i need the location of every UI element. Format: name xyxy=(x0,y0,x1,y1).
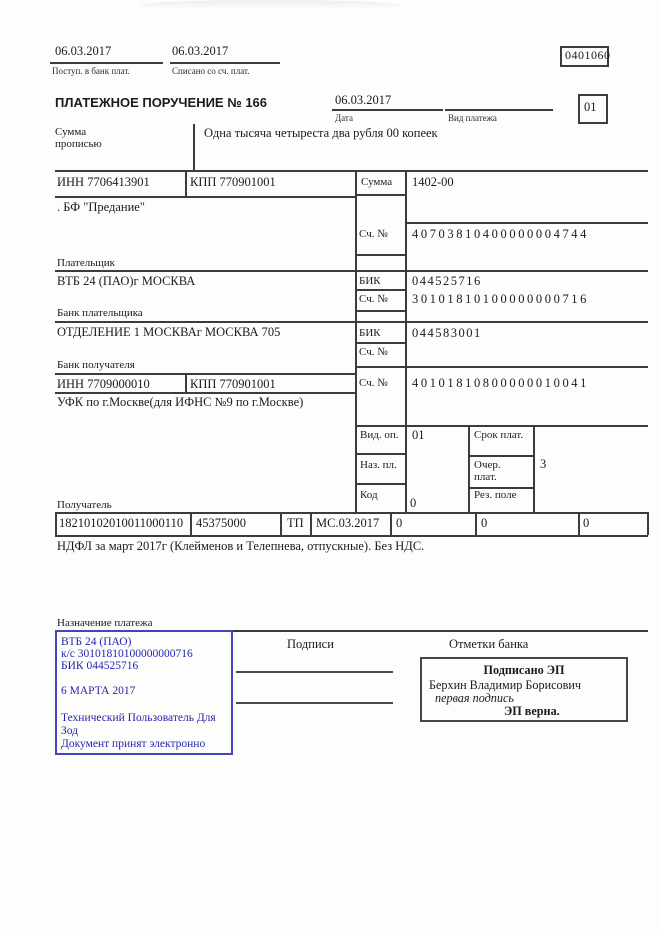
bank-marks-label: Отметки банка xyxy=(449,637,529,651)
line xyxy=(355,425,648,427)
tax-basis-value: ТП xyxy=(287,516,304,530)
esignature-subtitle: первая подпись xyxy=(435,691,514,705)
tax-period-value: МС.03.2017 xyxy=(316,516,380,530)
line xyxy=(533,425,535,512)
line xyxy=(390,512,392,535)
received-label: Поступ. в банк плат. xyxy=(52,66,130,76)
payee-name: УФК по г.Москве(для ИФНС №9 по г.Москве) xyxy=(57,395,304,409)
bank-stamp-line: БИК 044525716 xyxy=(61,660,139,672)
payer-kpp: КПП 770901001 xyxy=(190,175,276,189)
line xyxy=(55,270,648,272)
signature-line xyxy=(236,671,393,673)
payee-bank-name: ОТДЕЛЕНИЕ 1 МОСКВАг МОСКВА 705 xyxy=(57,325,281,339)
payment-kind-label: Вид платежа xyxy=(448,113,497,123)
line xyxy=(647,512,649,535)
payee-bank-account-label: Сч. № xyxy=(359,346,388,358)
kod-label: Код xyxy=(360,489,378,501)
payee-account: 40101810800000010041 xyxy=(412,376,589,390)
payer-bank-account-label: Сч. № xyxy=(359,293,388,305)
tax-type-value: 0 xyxy=(583,516,590,530)
bank-stamp-line: ВТБ 24 (ПАО) xyxy=(61,636,132,648)
form-code-box xyxy=(560,46,609,67)
vid-op-label: Вид. оп. xyxy=(360,429,399,441)
tax-doc-number: 0 xyxy=(396,516,403,530)
purpose-text: НДФЛ за март 2017г (Клейменов и Телепнева, отпускные). Без НДС. xyxy=(57,539,425,553)
payer-bank-name: ВТБ 24 (ПАО)г МОСКВА xyxy=(57,274,196,288)
payment-kind-value: 01 xyxy=(584,100,597,114)
line xyxy=(355,310,406,312)
line xyxy=(185,373,187,392)
line xyxy=(468,455,534,457)
bank-stamp-line: 6 МАРТА 2017 xyxy=(61,685,136,697)
payer-name: . БФ "Предание" xyxy=(57,200,145,214)
payee-bank-bik-label: БИК xyxy=(359,327,381,339)
line xyxy=(280,512,282,535)
line xyxy=(193,124,195,170)
tax-doc-date: 0 xyxy=(481,516,488,530)
line xyxy=(355,483,406,485)
date-label: Дата xyxy=(335,113,353,123)
line xyxy=(355,453,406,455)
line xyxy=(355,194,406,196)
line xyxy=(355,289,406,291)
payer-bank-account: 30101810100000000716 xyxy=(412,292,589,306)
debited-label: Списано со сч. плат. xyxy=(172,66,250,76)
line xyxy=(578,512,580,535)
line xyxy=(50,62,163,64)
signature-line xyxy=(236,702,393,704)
scan-artifact xyxy=(140,0,400,10)
signatures-label: Подписи xyxy=(287,637,334,651)
bank-stamp-line: Технический Пользователь Для xyxy=(61,712,216,724)
bank-stamp-line: к/с 30101810100000000716 xyxy=(61,648,193,660)
line xyxy=(190,512,192,535)
line xyxy=(445,109,553,111)
payment-kind-box xyxy=(578,94,608,124)
line xyxy=(468,425,470,512)
line xyxy=(55,196,356,198)
form-code: 0401060 xyxy=(565,48,611,62)
naz-pl-label: Наз. пл. xyxy=(360,459,397,471)
line xyxy=(55,512,57,535)
line xyxy=(55,512,648,514)
esignature-stamp-box xyxy=(420,657,628,722)
amount-words-label: Сумма прописью xyxy=(55,126,102,151)
line xyxy=(55,392,356,394)
line xyxy=(355,170,357,512)
line xyxy=(355,366,648,368)
srok-plat-label: Срок плат. xyxy=(474,429,524,441)
line xyxy=(475,512,477,535)
payer-bank-bik: 044525716 xyxy=(412,274,482,288)
payer-bank-bik-label: БИК xyxy=(359,275,381,287)
line xyxy=(355,342,406,344)
esignature-name: Берхин Владимир Борисович xyxy=(429,678,582,692)
payer-bank-label: Банк плательщика xyxy=(57,307,143,319)
line xyxy=(405,222,648,224)
rez-pole-label: Рез. поле xyxy=(474,489,517,501)
line xyxy=(55,321,648,323)
bank-stamp-line: Документ принят электронно xyxy=(61,738,206,750)
bank-stamp-line: Зод xyxy=(61,725,79,737)
payee-bank-label: Банк получателя xyxy=(57,359,135,371)
doc-date: 06.03.2017 xyxy=(335,93,392,107)
line xyxy=(185,170,187,197)
payer-account: 40703810400000004744 xyxy=(412,227,589,241)
kbk-value: 18210102010011000110 xyxy=(59,516,184,530)
payee-inn: ИНН 7709000010 xyxy=(57,377,150,391)
line xyxy=(332,109,443,111)
payer-account-label: Сч. № xyxy=(359,228,388,240)
ocher-plat-value: 3 xyxy=(540,457,547,471)
oktmo-value: 45375000 xyxy=(196,516,246,530)
line xyxy=(55,373,356,375)
line xyxy=(55,535,648,537)
payee-label: Получатель xyxy=(57,499,112,511)
line xyxy=(55,170,648,172)
payee-kpp: КПП 770901001 xyxy=(190,377,276,391)
ocher-plat-label: Очер. плат. xyxy=(474,459,501,484)
line xyxy=(355,254,406,256)
line xyxy=(170,62,280,64)
payee-bank-bik: 044583001 xyxy=(412,326,482,340)
line xyxy=(310,512,312,535)
debited-date: 06.03.2017 xyxy=(172,44,229,58)
vid-op-value: 01 xyxy=(412,428,425,442)
esignature-verified: ЭП верна. xyxy=(504,704,560,718)
received-date: 06.03.2017 xyxy=(55,44,112,58)
kod-value: 0 xyxy=(410,496,417,510)
amount-words: Одна тысяча четыреста два рубля 00 копеек xyxy=(204,126,438,140)
payee-account-label: Сч. № xyxy=(359,377,388,389)
document-title: ПЛАТЕЖНОЕ ПОРУЧЕНИЕ № 166 xyxy=(55,95,268,110)
amount-value: 1402-00 xyxy=(412,175,454,189)
purpose-label: Назначение платежа xyxy=(57,617,153,629)
amount-label: Сумма xyxy=(361,176,393,188)
payer-inn: ИНН 7706413901 xyxy=(57,175,150,189)
esignature-title: Подписано ЭП xyxy=(483,663,565,677)
payer-label: Плательщик xyxy=(57,257,115,269)
